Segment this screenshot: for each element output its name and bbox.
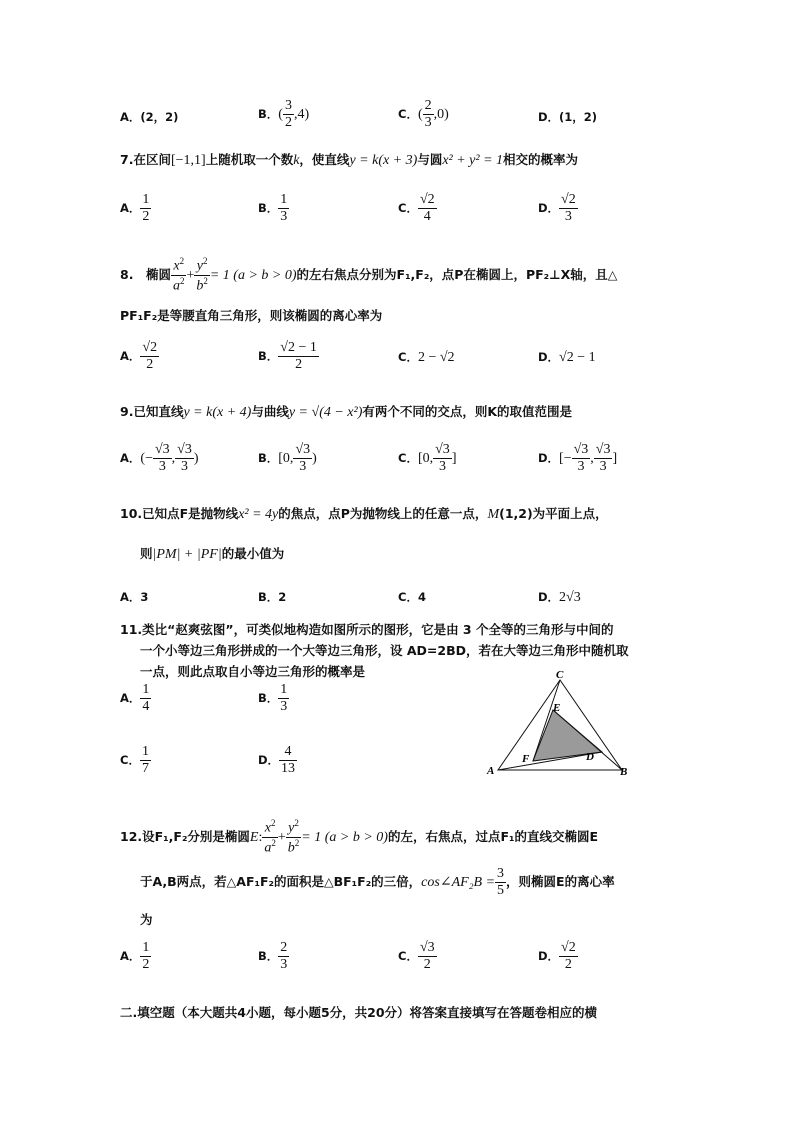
q12-option-a: A． $\frac{1}{2}$ bbox=[120, 940, 150, 973]
q7-stem: 7.在区间[−1,1]上随机取一个数k，使直线y = k(x + 3)与圆x² + y² = 1相交的概率为 bbox=[120, 152, 579, 168]
q12-option-b: B． $\frac{2}{3}$ bbox=[258, 940, 288, 973]
q11-option-b: B． $\frac{1}{3}$ bbox=[258, 682, 288, 715]
q12-stem-line2: 于A,B两点，若△AF₁F₂的面积是△BF₁F₂的三倍，cos∠AF₂B = $\frac{3}{5}$ ，则椭圆E的离心率 bbox=[140, 866, 615, 899]
q9-option-a: A．(− $\frac{√3}{3}$ , $\frac{√3}{3}$ ) bbox=[120, 442, 199, 475]
q9-option-d: D．[− $\frac{√3}{3}$ , $\frac{√3}{3}$ ] bbox=[538, 442, 618, 475]
q10-stem: 10.已知点F是抛物线x² = 4y的焦点，点P为抛物线上的任意一点，M(1,2)为平面上点， bbox=[120, 506, 608, 522]
q12-stem-line3: 为 bbox=[140, 912, 153, 927]
q8-stem: 8. 椭圆 $\frac{x^2}{a^2}$ + $\frac{y^2}{b^2}$ = 1 (a > b > 0)的左右焦点分别为F₁,F₂，点P在椭圆上，PF₂⊥X轴，且△ bbox=[120, 256, 618, 294]
triangle-figure bbox=[480, 668, 640, 780]
q7-option-a: A． $\frac{1}{2}$ bbox=[120, 192, 150, 225]
q8-option-d: D．√2 − 1 bbox=[538, 350, 596, 365]
q6-option-c: C．( $\frac{2}{3}$ ,0) bbox=[398, 98, 449, 131]
q11-option-a: A． $\frac{1}{4}$ bbox=[120, 682, 150, 715]
q6-option-b: B．( $\frac{3}{2}$ ,4) bbox=[258, 98, 310, 131]
q11-option-c: C． $\frac{1}{7}$ bbox=[120, 744, 149, 777]
q9-option-c: C．[0, $\frac{√3}{3}$ ] bbox=[398, 442, 457, 475]
q12-option-d: D． $\frac{√2}{2}$ bbox=[538, 940, 576, 973]
section-2-heading: 二.填空题（本大题共4小题，每小题5分，共20分）将答案直接填写在答题卷相应的横 bbox=[120, 1005, 598, 1020]
q8-option-c: C．2 − √2 bbox=[398, 350, 455, 365]
q10-option-a: A．3 bbox=[120, 590, 149, 604]
q7-option-d: D． $\frac{√2}{3}$ bbox=[538, 192, 576, 225]
q8-option-a: A． $\frac{√2}{2}$ bbox=[120, 340, 158, 373]
q7-option-c: C． $\frac{√2}{4}$ bbox=[398, 192, 435, 225]
q6-option-d: D．(1，2) bbox=[538, 110, 598, 124]
q11-stem-line1: 11.类比“赵爽弦图”，可类似地构造如图所示的图形，它是由 3 个全等的三角形与中间的 bbox=[120, 622, 614, 637]
q8-option-b: B． $\frac{√2 - 1}{2}$ bbox=[258, 340, 317, 373]
q10-option-c: C．4 bbox=[398, 590, 426, 604]
q7-option-b: B． $\frac{1}{3}$ bbox=[258, 192, 288, 225]
q11-stem-line3: 一点，则此点取自小等边三角形的概率是 bbox=[140, 664, 366, 679]
label-e: E bbox=[553, 702, 561, 714]
q10-stem-line2: 则|PM| + |PF|的最小值为 bbox=[140, 546, 285, 562]
q12-stem: 12.设F₁,F₂分别是椭圆E: $\frac{x^2}{a^2}$ + $\frac{y^2}{b^2}$ = 1 (a > b > 0)的左，右焦点，过点F₁的直线交椭圆E bbox=[120, 818, 599, 856]
q9-option-b: B．[0, $\frac{√3}{3}$ ) bbox=[258, 442, 317, 475]
q10-option-d: D．2√3 bbox=[538, 590, 581, 605]
q6-option-a: A．(2，2) bbox=[120, 110, 179, 124]
q10-option-b: B．2 bbox=[258, 590, 287, 604]
label-f: F bbox=[522, 753, 530, 765]
q11-stem-line2: 一个小等边三角形拼成的一个大等边三角形，设 AD=2BD，若在大等边三角形中随机取 bbox=[140, 643, 629, 658]
q11-option-d: D． $\frac{4}{13}$ bbox=[258, 744, 296, 777]
label-b: B bbox=[620, 766, 628, 778]
q9-stem: 9.已知直线y = k(x + 4)与曲线y = √(4 − x²)有两个不同的交点，则K的取值范围是 bbox=[120, 404, 573, 420]
q8-stem-line2: PF₁F₂是等腰直角三角形，则该椭圆的离心率为 bbox=[120, 308, 383, 323]
q12-option-c: C． $\frac{√3}{2}$ bbox=[398, 940, 435, 973]
label-c: C bbox=[556, 669, 564, 681]
label-d: D bbox=[586, 751, 594, 763]
label-a: A bbox=[487, 765, 495, 777]
